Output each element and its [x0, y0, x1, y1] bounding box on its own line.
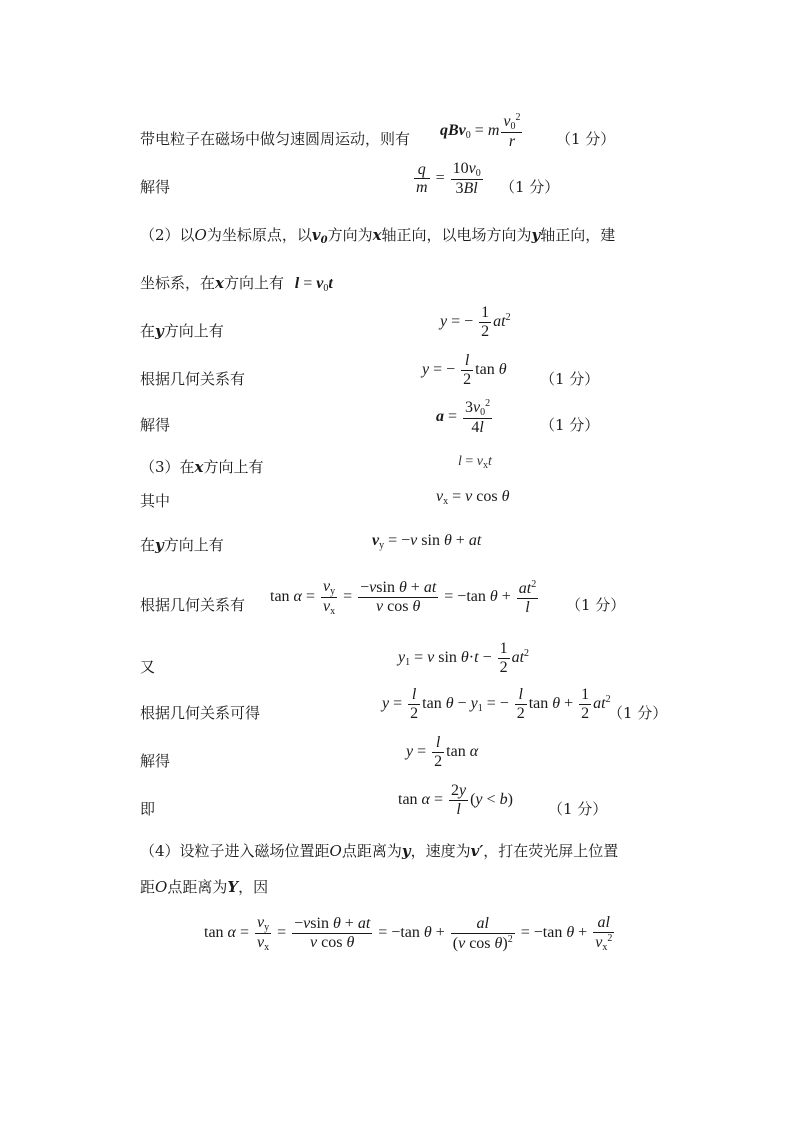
line-12-text: 又	[140, 658, 156, 676]
formula-y-displacement: y = − $\frac{1}{2}$ $at^2$	[440, 304, 511, 340]
line-16-O: O	[329, 842, 342, 860]
line-9	[140, 490, 170, 511]
line-10-part-a: 在	[140, 536, 156, 554]
score-6: （1 分）	[540, 370, 600, 388]
line-17-Y: Y	[227, 878, 239, 896]
line-5-part-c: 方向上有	[163, 322, 224, 340]
formula-l-equals-v0t: $l = v_0t$	[294, 275, 333, 294]
score-13: （1 分）	[608, 704, 668, 722]
line-10-y: y	[155, 536, 164, 554]
score-1: （1 分）	[556, 130, 616, 148]
line-15-text: 即	[140, 800, 156, 818]
line-11-text: 根据几何关系有	[140, 596, 246, 614]
line-16-v-prime: v′	[470, 842, 484, 860]
formula-vx: $v_x = v$ cos θ	[436, 488, 510, 507]
line-13-text: 根据几何关系可得	[140, 704, 261, 722]
formula-y-geometry-2: y = $\frac{l}{2}$ $\tan \theta - y_1$ = − $\frac{l}{2}$ tan θ + $\frac{1}{2}$ $at^2$	[382, 686, 611, 722]
line-5-y: y	[155, 322, 164, 340]
line-11	[140, 594, 245, 615]
line-17-part-a: 距	[140, 878, 156, 896]
line-3-part-a: （2）以	[140, 226, 195, 244]
score-11: （1 分）	[566, 596, 626, 614]
line-8-part-c: 方向上有	[203, 458, 264, 476]
line-3-part-f: 轴正向，以电场方向为	[381, 226, 532, 244]
score-2: （1 分）	[500, 178, 560, 196]
line-16-part-c: 点距离为	[341, 842, 402, 860]
line-15	[140, 798, 155, 819]
formula-y1: $y_1 = v$ sin θ·t − $\frac{1}{2}$ $at^2$	[398, 640, 530, 676]
formula-acceleration: a = $\frac{3v_0^2}{4l}$	[436, 398, 491, 436]
line-16	[140, 840, 618, 861]
line-4	[140, 272, 333, 294]
line-16-part-e: ，速度为	[410, 842, 471, 860]
line-2-text: 解得	[140, 178, 171, 196]
line-16-part-g: ，打在荧光屏上位置	[483, 842, 619, 860]
line-14	[140, 750, 170, 771]
score-15: （1 分）	[548, 800, 608, 818]
line-12	[140, 656, 155, 677]
formula-y-tan-alpha: y = $\frac{l}{2}$ tan α	[406, 734, 479, 770]
line-1	[140, 128, 410, 149]
formula-tan-alpha-expanded: tan α = $\frac{v_y}{v_x}$ = $\frac{\text{−vsin θ + at}}{\text{v cos θ}}$ = −tan θ + $\frac{al}{(v \cos \theta)^2}$ = −tan θ + $\frac{al}{v_x^2}$	[204, 914, 613, 953]
line-3-y: y	[531, 226, 541, 244]
line-5	[140, 320, 224, 341]
line-16-y: y	[401, 842, 411, 860]
line-3-part-c: 为坐标原点，以	[206, 226, 312, 244]
formula-tan-alpha: tan α = $\frac{v_y}{v_x}$ = $\frac{\text{−vsin θ + at}}{\text{v cos θ}}$ = −tan θ + $\frac{at^2}{l}$	[270, 578, 537, 617]
line-5-part-a: 在	[140, 322, 156, 340]
formula-y-geometry: y = − $\frac{l}{2}$ tan θ	[422, 352, 507, 388]
line-3	[140, 224, 615, 246]
line-17	[140, 876, 268, 897]
line-7	[140, 414, 170, 435]
line-14-text: 解得	[140, 752, 171, 770]
line-10-part-c: 方向上有	[163, 536, 224, 554]
line-7-text: 解得	[140, 416, 171, 434]
line-3-x: x	[372, 226, 382, 244]
line-1-text: 带电粒子在磁场中做匀速圆周运动，则有	[140, 130, 411, 148]
line-8-part-a: （3）在	[140, 458, 195, 476]
formula-charge-mass-ratio: $\frac{q}{m}$ = $\frac{10v_0}{3Bl}$	[416, 160, 481, 197]
line-17-O: O	[155, 878, 168, 896]
formula-vy: $v_y = -v$ sin θ + at	[372, 532, 482, 551]
formula-lorentz-centripetal: qBv$_0$ = m $\frac{v_0^2}{r}$	[440, 112, 521, 150]
line-16-part-a: （4）设粒子进入磁场位置距	[140, 842, 330, 860]
line-13	[140, 702, 260, 723]
line-3-part-h: 轴正向，建	[540, 226, 616, 244]
formula-l-equals-vxt: $l = v_xt$	[458, 454, 492, 471]
line-4-part-a: 坐标系，在	[140, 274, 216, 292]
line-3-v0: $v_0$	[311, 226, 328, 246]
formula-tan-alpha-final: tan α = $\frac{2y}{l}$ (y < b)	[398, 782, 513, 818]
line-3-O: O	[194, 226, 207, 244]
score-7: （1 分）	[540, 416, 600, 434]
line-17-part-e: ，因	[238, 878, 269, 896]
line-10	[140, 534, 224, 555]
line-6	[140, 368, 245, 389]
line-2	[140, 176, 170, 197]
line-9-text: 其中	[140, 492, 171, 510]
line-3-part-d: 方向为	[327, 226, 373, 244]
line-8-x: x	[194, 458, 204, 476]
line-6-text: 根据几何关系有	[140, 370, 246, 388]
line-4-x: x	[215, 274, 224, 292]
line-17-part-c: 点距离为	[167, 878, 228, 896]
line-4-part-c: 方向上有	[223, 274, 284, 292]
line-8	[140, 456, 264, 477]
